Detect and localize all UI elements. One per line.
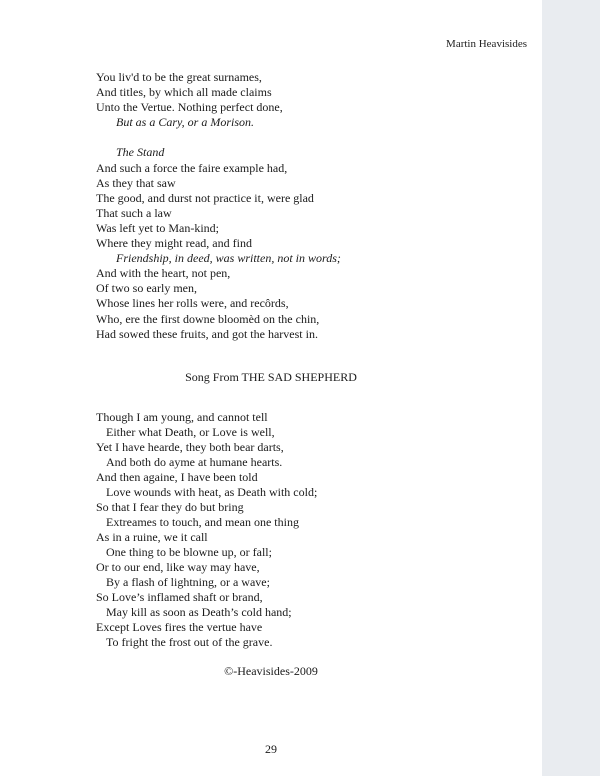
poem-stanza-list [96,70,341,342]
verse-line: Yet I have hearde, they both bear darts, [96,440,284,454]
verse-line: Extreames to touch, and mean one thing [106,515,299,529]
verse-line: Friendship, in deed, was written, not in words; [116,251,341,266]
verse-line: To fright the frost out of the grave. [106,635,273,649]
copyright-notice: ©-Heavisides-2009 [224,664,318,678]
verse-line: That such a law [96,205,172,220]
verse-line: And with the heart, not pen, [96,266,231,281]
verse-line: So Love’s inflamed shaft or brand, [96,590,263,604]
verse-line [96,130,341,145]
verse-line: And both do ayme at humane hearts. [106,455,283,469]
viewer-side-panel [542,0,600,776]
verse-line: And then againe, I have been told [96,470,258,484]
verse-line: Except Loves fires the vertue have [96,620,263,634]
verse-line: But as a Cary, or a Morison. [116,115,255,130]
verse-line: The good, and durst not practice it, were glad [96,190,314,205]
verse-line: Love wounds with heat, as Death with cold; [106,485,318,499]
song-stanza-list [96,410,317,650]
verse-line: By a flash of lightning, or a wave; [106,575,270,589]
verse-line: Where they might read, and find [96,236,252,251]
verse-line: And titles, by which all made claims [96,85,272,100]
verse-line: Was left yet to Man-kind; [96,220,220,235]
page-number: 29 [265,742,277,756]
verse-line: Whose lines her rolls were, and recôrds, [96,296,289,311]
verse-line: You liv'd to be the great surnames, [96,70,262,84]
verse-line: Had sowed these fruits, and got the harvest in. [96,326,318,341]
verse-line: Or to our end, like way may have, [96,560,260,574]
running-header-author: Martin Heavisides [446,38,527,50]
verse-line: May kill as soon as Death’s cold hand; [106,605,292,619]
verse-line: Though I am young, and cannot tell [96,410,268,424]
verse-line: Unto the Vertue. Nothing perfect done, [96,100,283,115]
verse-line: One thing to be blowne up, or fall; [106,545,272,559]
verse-line: As they that saw [96,175,176,190]
song-title: Song From THE SAD SHEPHERD [185,370,357,384]
verse-line: As in a ruine, we it call [96,530,208,544]
verse-line: Either what Death, or Love is well, [106,425,275,439]
verse-line: The Stand [116,145,165,160]
verse-line: And such a force the faire example had, [96,160,288,175]
verse-line: So that I fear they do but bring [96,500,244,514]
verse-line: Who, ere the first downe bloomèd on the chin, [96,311,320,326]
verse-line: Of two so early men, [96,281,197,296]
